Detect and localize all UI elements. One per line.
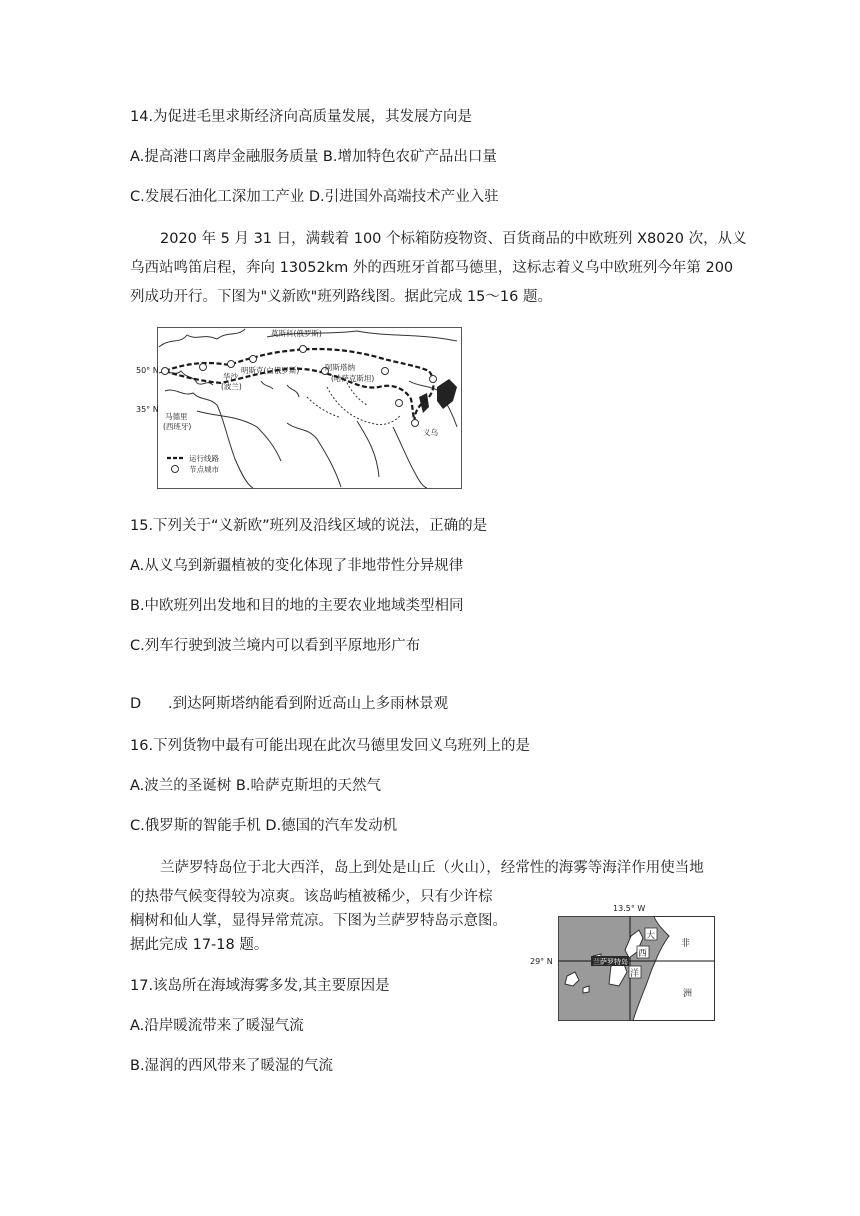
q14-options-cd: C.发展石油化工深加工产业 D.引进国外高端技术产业入驻 bbox=[130, 189, 499, 205]
yiwu-label: 义乌 bbox=[423, 428, 438, 437]
q16-options-ab: A.波兰的圣诞树 B.哈萨克斯坦的天然气 bbox=[130, 778, 381, 794]
ocean-char-xi: 西 bbox=[638, 949, 648, 959]
longitude-label: 13.5° W bbox=[613, 904, 646, 913]
q16-options-cd: C.俄罗斯的智能手机 D.德国的汽车发动机 bbox=[130, 818, 398, 834]
q14-options-ab: A.提高港口离岸金融服务质量 B.增加特色农矿产品出口量 bbox=[130, 149, 497, 165]
q14-stem: 14.为促进毛里求斯经济向高质量发展，其发展方向是 bbox=[130, 109, 473, 125]
madrid-label: 马德里 bbox=[165, 412, 188, 421]
map1-lat50: 50° N bbox=[136, 366, 159, 375]
q15-option-b: B.中欧班列出发地和目的地的主要农业地域类型相同 bbox=[130, 598, 464, 614]
ocean-char-yang: 洋 bbox=[630, 969, 640, 979]
q15-option-c: C.列车行驶到波兰境内可以看到平原地形广布 bbox=[130, 638, 421, 654]
q15-option-d-text: .到达阿斯塔纳能看到附近高山上多雨林景观 bbox=[168, 696, 449, 712]
passage1-line3: 列成功开行。下图为"义新欧"班列路线图。据此完成 15～16 题。 bbox=[130, 289, 552, 305]
warsaw-label: 华沙 bbox=[223, 372, 238, 381]
astana-country-label: (哈萨克斯坦) bbox=[331, 374, 375, 383]
passage2-line3: 榈树和仙人掌，显得异常荒凉。下图为兰萨罗特岛示意图。 bbox=[130, 913, 507, 929]
q15-stem: 15.下列关于“义新欧”班列及沿线区域的说法，正确的是 bbox=[130, 518, 488, 534]
africa-char-zhou: 洲 bbox=[683, 989, 693, 999]
ocean-char-da: 大 bbox=[646, 931, 656, 941]
route-map bbox=[157, 327, 462, 489]
q15-option-a: A.从义乌到新疆植被的变化体现了非地带性分异规律 bbox=[130, 558, 464, 574]
latitude-label: 29° N bbox=[530, 957, 553, 966]
africa-char-fei: 非 bbox=[681, 939, 691, 949]
q17-option-a: A.沿岸暖流带来了暖湿气流 bbox=[130, 1018, 304, 1034]
astana-label: 阿斯塔纳 bbox=[325, 363, 355, 372]
legend-route-label: 运行线路 bbox=[189, 454, 219, 463]
q15-option-d-letter: D bbox=[130, 696, 142, 712]
legend-node-label: 节点城市 bbox=[189, 465, 219, 474]
q17-stem: 17.该岛所在海域海雾多发,其主要原因是 bbox=[130, 978, 390, 994]
minsk-label: 明斯克(白俄罗斯) bbox=[241, 366, 300, 375]
island-map bbox=[530, 900, 723, 1025]
island-label: 兰萨罗特岛 bbox=[593, 958, 628, 966]
warsaw-country-label: (波兰) bbox=[221, 382, 242, 391]
passage1-line2: 乌西站鸣笛启程，奔向 13052km 外的西班牙首都马德里，这标志着义乌中欧班列今年第 200 bbox=[130, 260, 734, 276]
passage2-line1: 兰萨罗特岛位于北大西洋，岛上到处是山丘（火山），经常性的海雾等海洋作用使当地 bbox=[160, 860, 704, 876]
passage2-line2: 的热带气候变得较为凉爽。该岛屿植被稀少，只有少许棕 bbox=[130, 889, 493, 905]
passage1-line1: 2020 年 5 月 31 日，满载着 100 个标箱防疫物资、百货商品的中欧班列 X8020 次，从义 bbox=[160, 231, 747, 247]
moscow-label: 莫斯科(俄罗斯) bbox=[271, 329, 322, 338]
madrid-country-label: (西班牙) bbox=[163, 422, 192, 431]
map1-lat35: 35° N bbox=[136, 405, 159, 414]
q17-option-b: B.湿润的西风带来了暖湿的气流 bbox=[130, 1058, 334, 1074]
q16-stem: 16.下列货物中最有可能出现在此次马德里发回义乌班列上的是 bbox=[130, 738, 531, 754]
passage2-line4: 据此完成 17-18 题。 bbox=[130, 937, 269, 953]
